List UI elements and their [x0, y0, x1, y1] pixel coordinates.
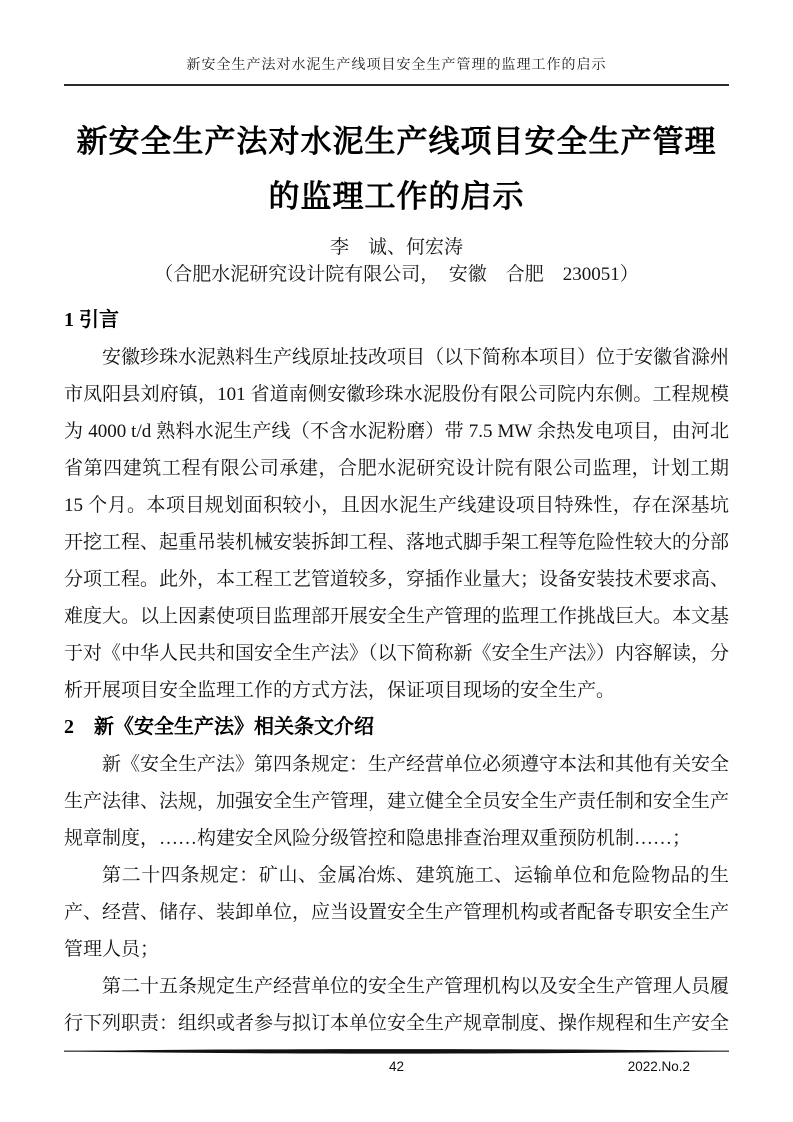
footer-decorative-rule: [64, 1048, 729, 1055]
section-2-paragraph-2: 第二十四条规定：矿山、金属冶炼、建筑施工、运输单位和危险物品的生产、经营、储存、装卸单位，应当设置安全生产管理机构或者配备专职安全生产管理人员；: [64, 865, 730, 960]
authors: 李 诚、何宏涛: [329, 237, 463, 258]
running-header: 新安全生产法对水泥生产线项目安全生产管理的监理工作的启示: [186, 58, 607, 73]
footer-page-number: 42: [388, 1059, 405, 1074]
section-2-paragraph-1: 新《安全生产法》第四条规定：生产经营单位必须遵守本法和其他有关安全生产法律、法规，加强安全生产管理，建立健全全员安全生产责任制和安全生产规章制度，……构建安全风险分级管控和隐患排查治理双重预防机制……；: [64, 754, 730, 849]
affiliation: （合肥水泥研究设计院有限公司， 安徽 合肥 230051）: [154, 264, 639, 285]
section-1-heading: 1 引言: [64, 309, 119, 331]
section-2-paragraph-3: 第二十五条规定生产经营单位的安全生产管理机构以及安全生产管理人员履行下列职责：组织或者参与拟订本单位安全生产规章制度、操作规程和生产安全: [64, 976, 730, 1034]
footer-issue-label: 2022.No.2: [627, 1059, 690, 1074]
article-title: [60, 114, 733, 224]
section-2-heading: 2 新《安全生产法》相关条文介绍: [64, 716, 374, 738]
article-body: [64, 302, 729, 1042]
article-title-line-2: 的监理工作的启示: [268, 179, 525, 214]
section-1-paragraph-1: 安徽珍珠水泥熟料生产线原址技改项目（以下简称本项目）位于安徽省滁州市凤阳县刘府镇，101 省道南侧安徽珍珠水泥股份有限公司院内东侧。工程规模为 4000 t/d 熟料水泥生产线（不含水泥粉磨）带 7.5 MW 余热发电项目，由河北省第四建筑工程有限公司承建，合肥水泥研究设计院有限公司监理，计划工期 15 个月。本项目规划面积较小，且因水泥生产线建设项目特殊性，存在深基坑开挖工程、起重吊装机械安装拆卸工程、落地式脚手架工程等危险性较大的分部分项工程。此外，本工程工艺管道较多，穿插作业量大；设备安装技术要求高、难度大。以上因素使项目监理部开展安全生产管理的监理工作挑战巨大。本文基于对《中华人民共和国安全生产法》（以下简称新《安全生产法》）内容解读，分析开展项目安全监理工作的方式方法，保证项目现场的安全生产。: [64, 347, 730, 701]
header-rule: [64, 84, 729, 86]
article-title-line-1: 新安全生产法对水泥生产线项目安全生产管理: [76, 124, 717, 159]
